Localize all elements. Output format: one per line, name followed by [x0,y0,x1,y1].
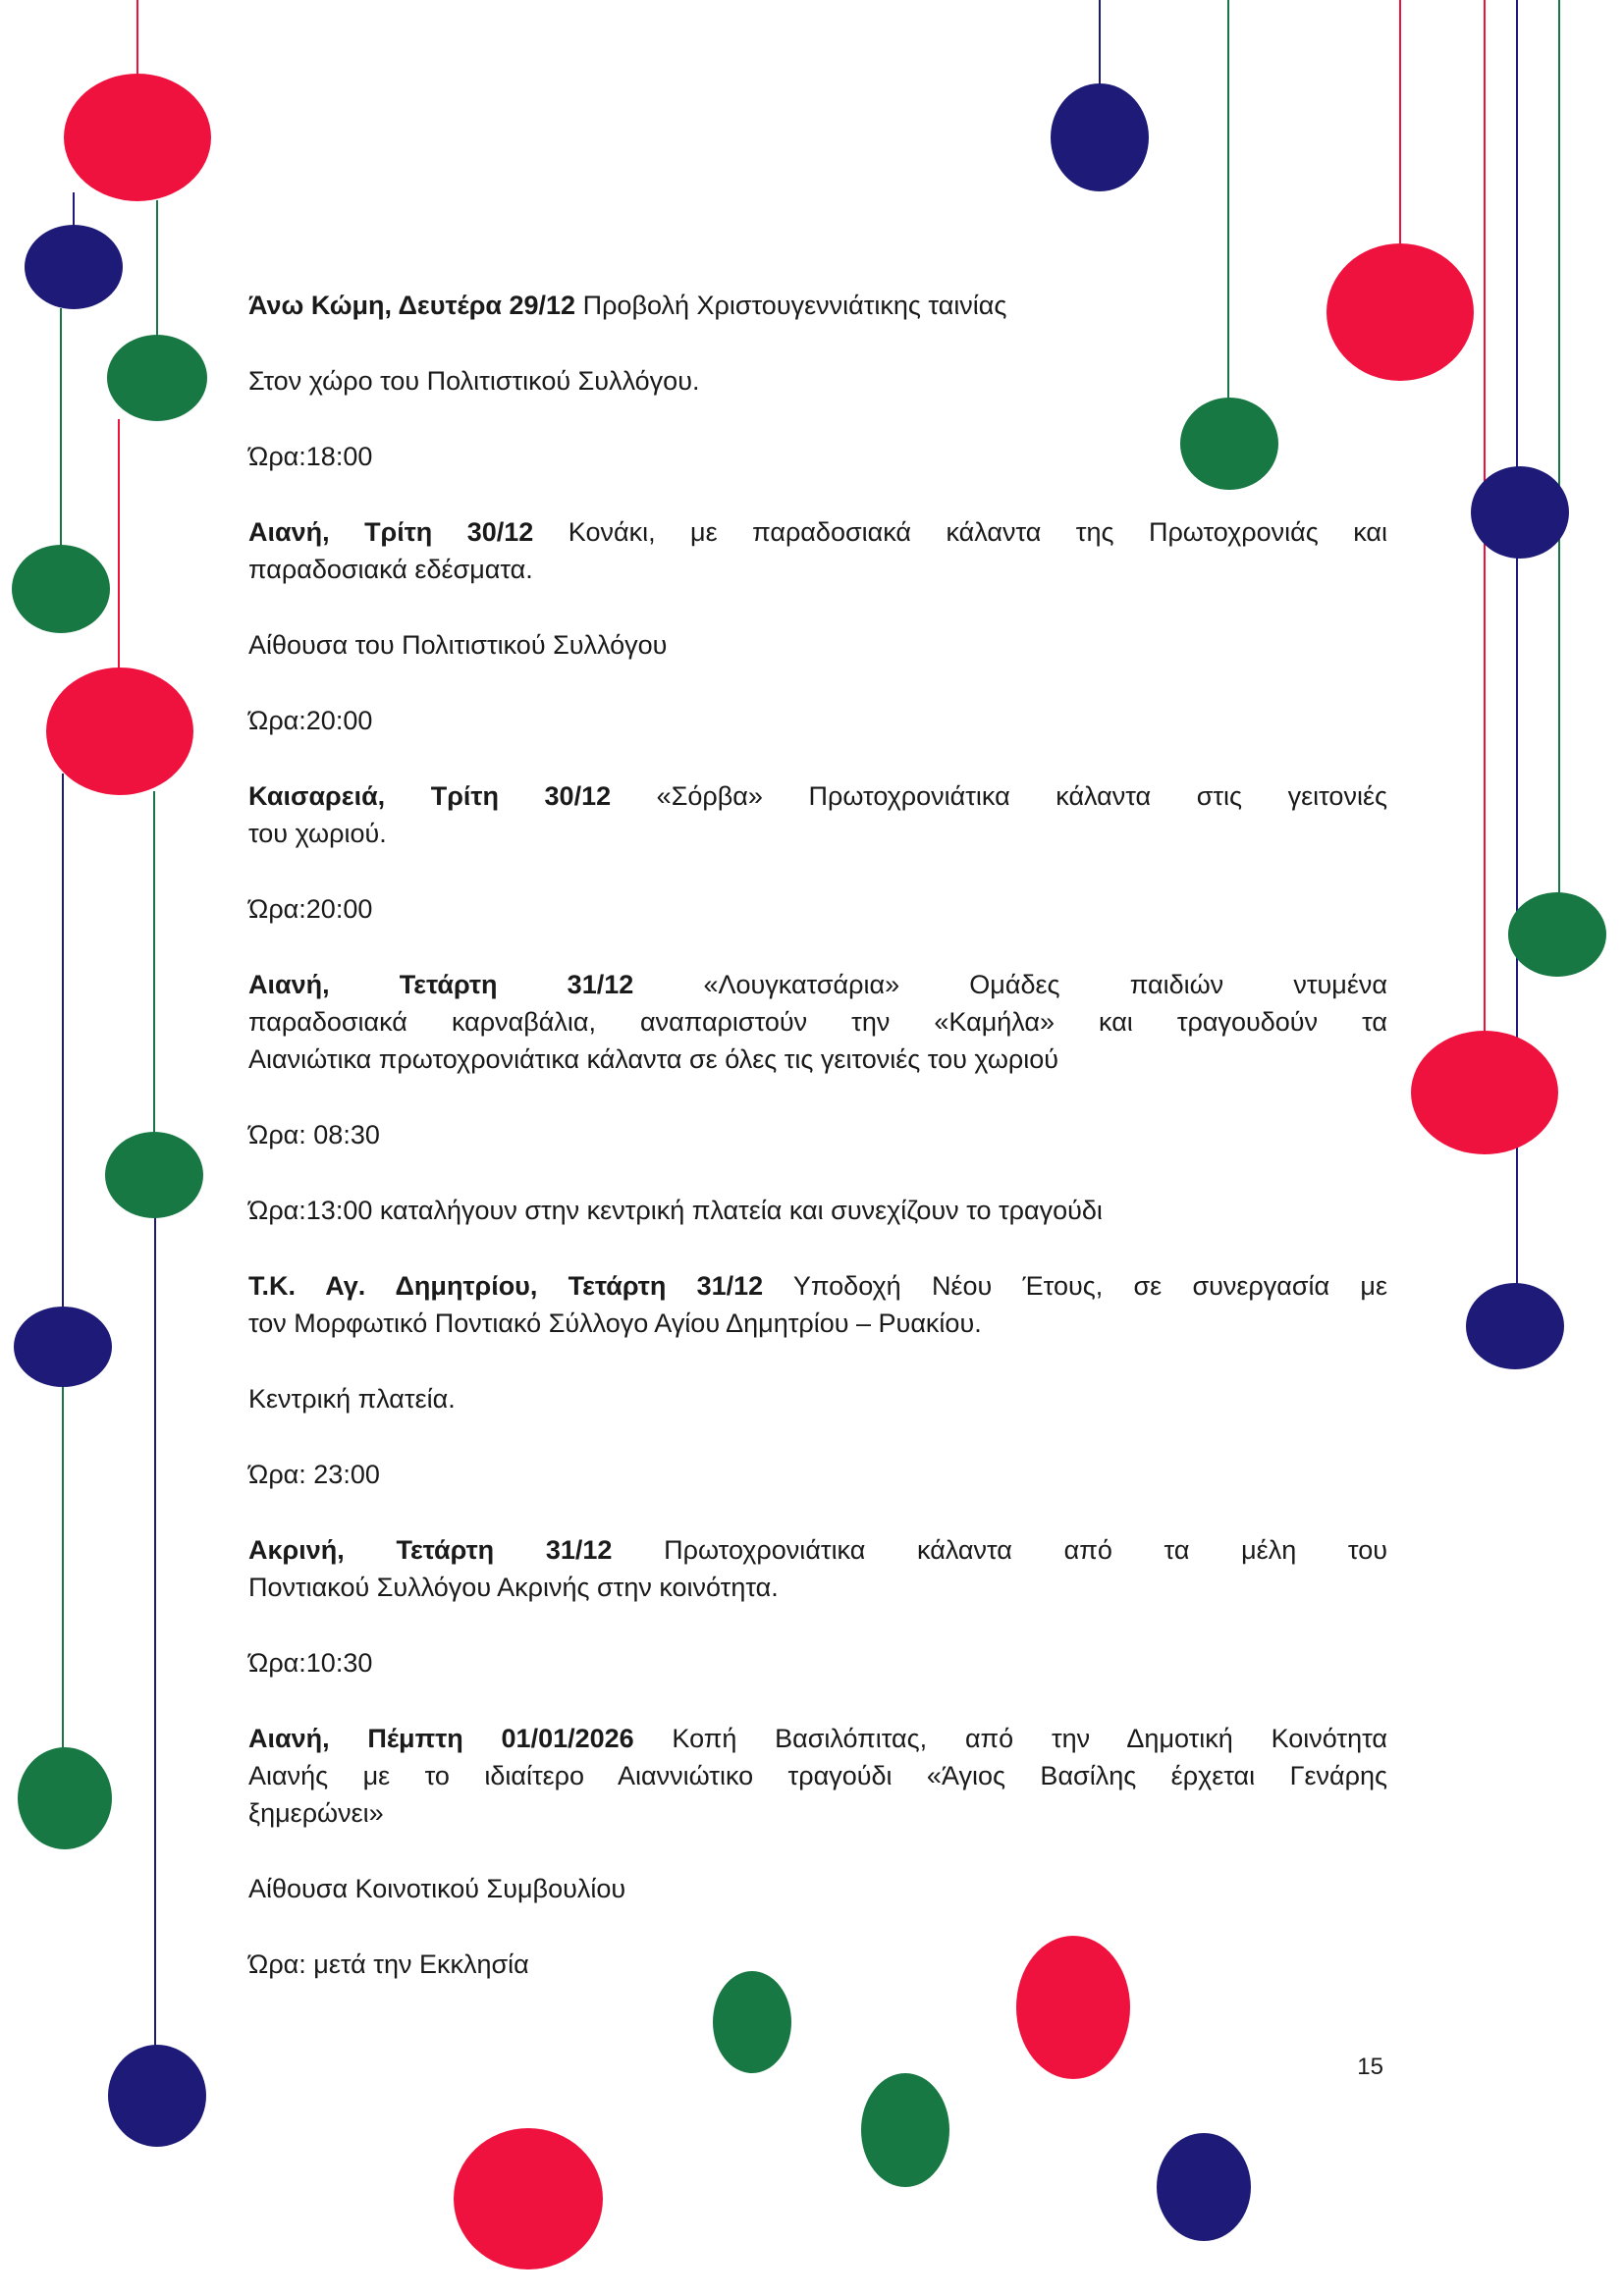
text-line: παραδοσιακά εδέσματα. [248,555,533,584]
text-line: Κεντρική πλατεία. [248,1384,456,1414]
event-paragraph [248,1531,1387,1606]
text-line: Ώρα: μετά την Εκκλησία [248,1949,529,1979]
ornament-string-line [156,200,158,340]
ornament-ball-green [1508,892,1606,977]
page-number: 15 [1357,2054,1383,2080]
text-line: Αίθουσα του Πολιτιστικού Συλλόγου [248,630,668,660]
ornament-string-line [1099,0,1101,88]
event-paragraph [248,1380,1387,1417]
ornament-ball-navy [108,2045,206,2147]
ornament-string-line [1558,0,1560,895]
event-paragraph [248,1267,1387,1342]
event-paragraph [248,287,1387,324]
ornament-ball-red [46,667,193,795]
ornament-ball-red [64,74,211,201]
text-line: Άνω Κώμη, Δευτέρα 29/12 Προβολή Χριστουγεννιάτικης ταινίας [248,291,1007,320]
ornament-string-line [62,774,64,1311]
event-heading: Αιανή, Πέμπτη 01/01/2026 [248,1724,634,1753]
event-heading: Αιανή, Τετάρτη 31/12 [248,970,634,999]
text-line: Ώρα:18:00 [248,442,373,471]
ornament-ball-navy [14,1307,112,1387]
text-line: Ώρα:20:00 [248,706,373,735]
event-paragraph [248,513,1387,588]
event-paragraph [248,890,1387,928]
ornament-ball-green [18,1747,112,1849]
ornament-ball-red [1411,1031,1558,1154]
text-line: Αιανή, Τρίτη 30/12 Κονάκι, με παραδοσιακά κάλαντα της Πρωτοχρονιάς και [248,517,1387,547]
text-line: Ακρινή, Τετάρτη 31/12 Πρωτοχρονιάτικα κάλαντα από τα μέλη του [248,1535,1387,1565]
event-paragraph [248,1456,1387,1493]
ornament-string-line [118,419,120,673]
text-line: Ώρα:20:00 [248,894,373,924]
ornament-ball-green [861,2073,949,2187]
event-paragraph [248,1870,1387,1907]
event-paragraph [248,362,1387,400]
event-list [248,287,1387,2021]
text-line: Καισαρειά, Τρίτη 30/12 «Σόρβα» Πρωτοχρονιάτικα κάλαντα στις γειτονιές [248,781,1387,811]
ornament-ball-green [107,335,207,421]
ornament-ball-navy [1466,1283,1564,1369]
event-heading: Αιανή, Τρίτη 30/12 [248,517,534,547]
ornament-ball-navy [1157,2133,1251,2241]
text-line: Αιανής με το ιδιαίτερο Αιαννιώτικο τραγούδι «Άγιος Βασίλης έρχεται Γενάρης [248,1761,1387,1790]
event-heading: Ακρινή, Τετάρτη 31/12 [248,1535,613,1565]
event-paragraph [248,777,1387,852]
ornament-string-line [62,1382,64,1751]
event-paragraph [248,1946,1387,1983]
event-heading: Τ.Κ. Αγ. Δημητρίου, Τετάρτη 31/12 [248,1271,764,1301]
ornament-ball-green [12,545,110,633]
event-paragraph [248,626,1387,664]
ornament-ball-navy [1051,83,1149,191]
event-paragraph [248,702,1387,739]
text-line: Ώρα: 23:00 [248,1460,380,1489]
ornament-string-line [136,0,138,80]
text-line: Αιανιώτικα πρωτοχρονιάτικα κάλαντα σε όλες τις γειτονιές του χωριού [248,1044,1059,1074]
ornament-string-line [154,1216,156,2049]
text-line: Ώρα:10:30 [248,1648,373,1678]
event-paragraph [248,438,1387,475]
event-paragraph [248,1720,1387,1832]
event-heading: Καισαρειά, Τρίτη 30/12 [248,781,612,811]
ornament-string-line [153,791,155,1136]
text-line: τον Μορφωτικό Ποντιακό Σύλλογο Αγίου Δημητρίου – Ρυακίου. [248,1308,982,1338]
event-paragraph [248,1192,1387,1229]
text-line: Ώρα:13:00 καταλήγουν στην κεντρική πλατεία και συνεχίζουν το τραγούδι [248,1196,1103,1225]
text-line: του χωριού. [248,819,387,848]
text-line: Αίθουσα Κοινοτικού Συμβουλίου [248,1874,626,1903]
event-paragraph [248,966,1387,1078]
text-line: Τ.Κ. Αγ. Δημητρίου, Τετάρτη 31/12 Υποδοχή Νέου Έτους, σε συνεργασία με [248,1271,1387,1301]
text-line: Αιανή, Τετάρτη 31/12 «Λουγκατσάρια» Ομάδες παιδιών ντυμένα [248,970,1387,999]
text-line: Αιανή, Πέμπτη 01/01/2026 Κοπή Βασιλόπιτας, από την Δημοτική Κοινότητα [248,1724,1387,1753]
event-heading: Άνω Κώμη, Δευτέρα 29/12 [248,291,576,320]
ornament-ball-red [454,2128,603,2269]
ornament-ball-navy [1471,466,1569,559]
ornament-ball-green [105,1132,203,1218]
text-line: παραδοσιακά καρναβάλια, αναπαριστούν την «Καμήλα» και τραγουδούν τα [248,1007,1387,1037]
event-paragraph [248,1116,1387,1153]
ornament-ball-navy [25,225,123,309]
ornament-string-line [1399,0,1401,247]
ornament-string-line [60,308,62,550]
text-line: Ώρα: 08:30 [248,1120,380,1149]
text-line: Στον χώρο του Πολιτιστικού Συλλόγου. [248,366,700,396]
text-line: Ποντιακού Συλλόγου Ακρινής στην κοινότητα. [248,1573,779,1602]
text-line: ξημερώνει» [248,1798,384,1828]
event-paragraph [248,1644,1387,1682]
